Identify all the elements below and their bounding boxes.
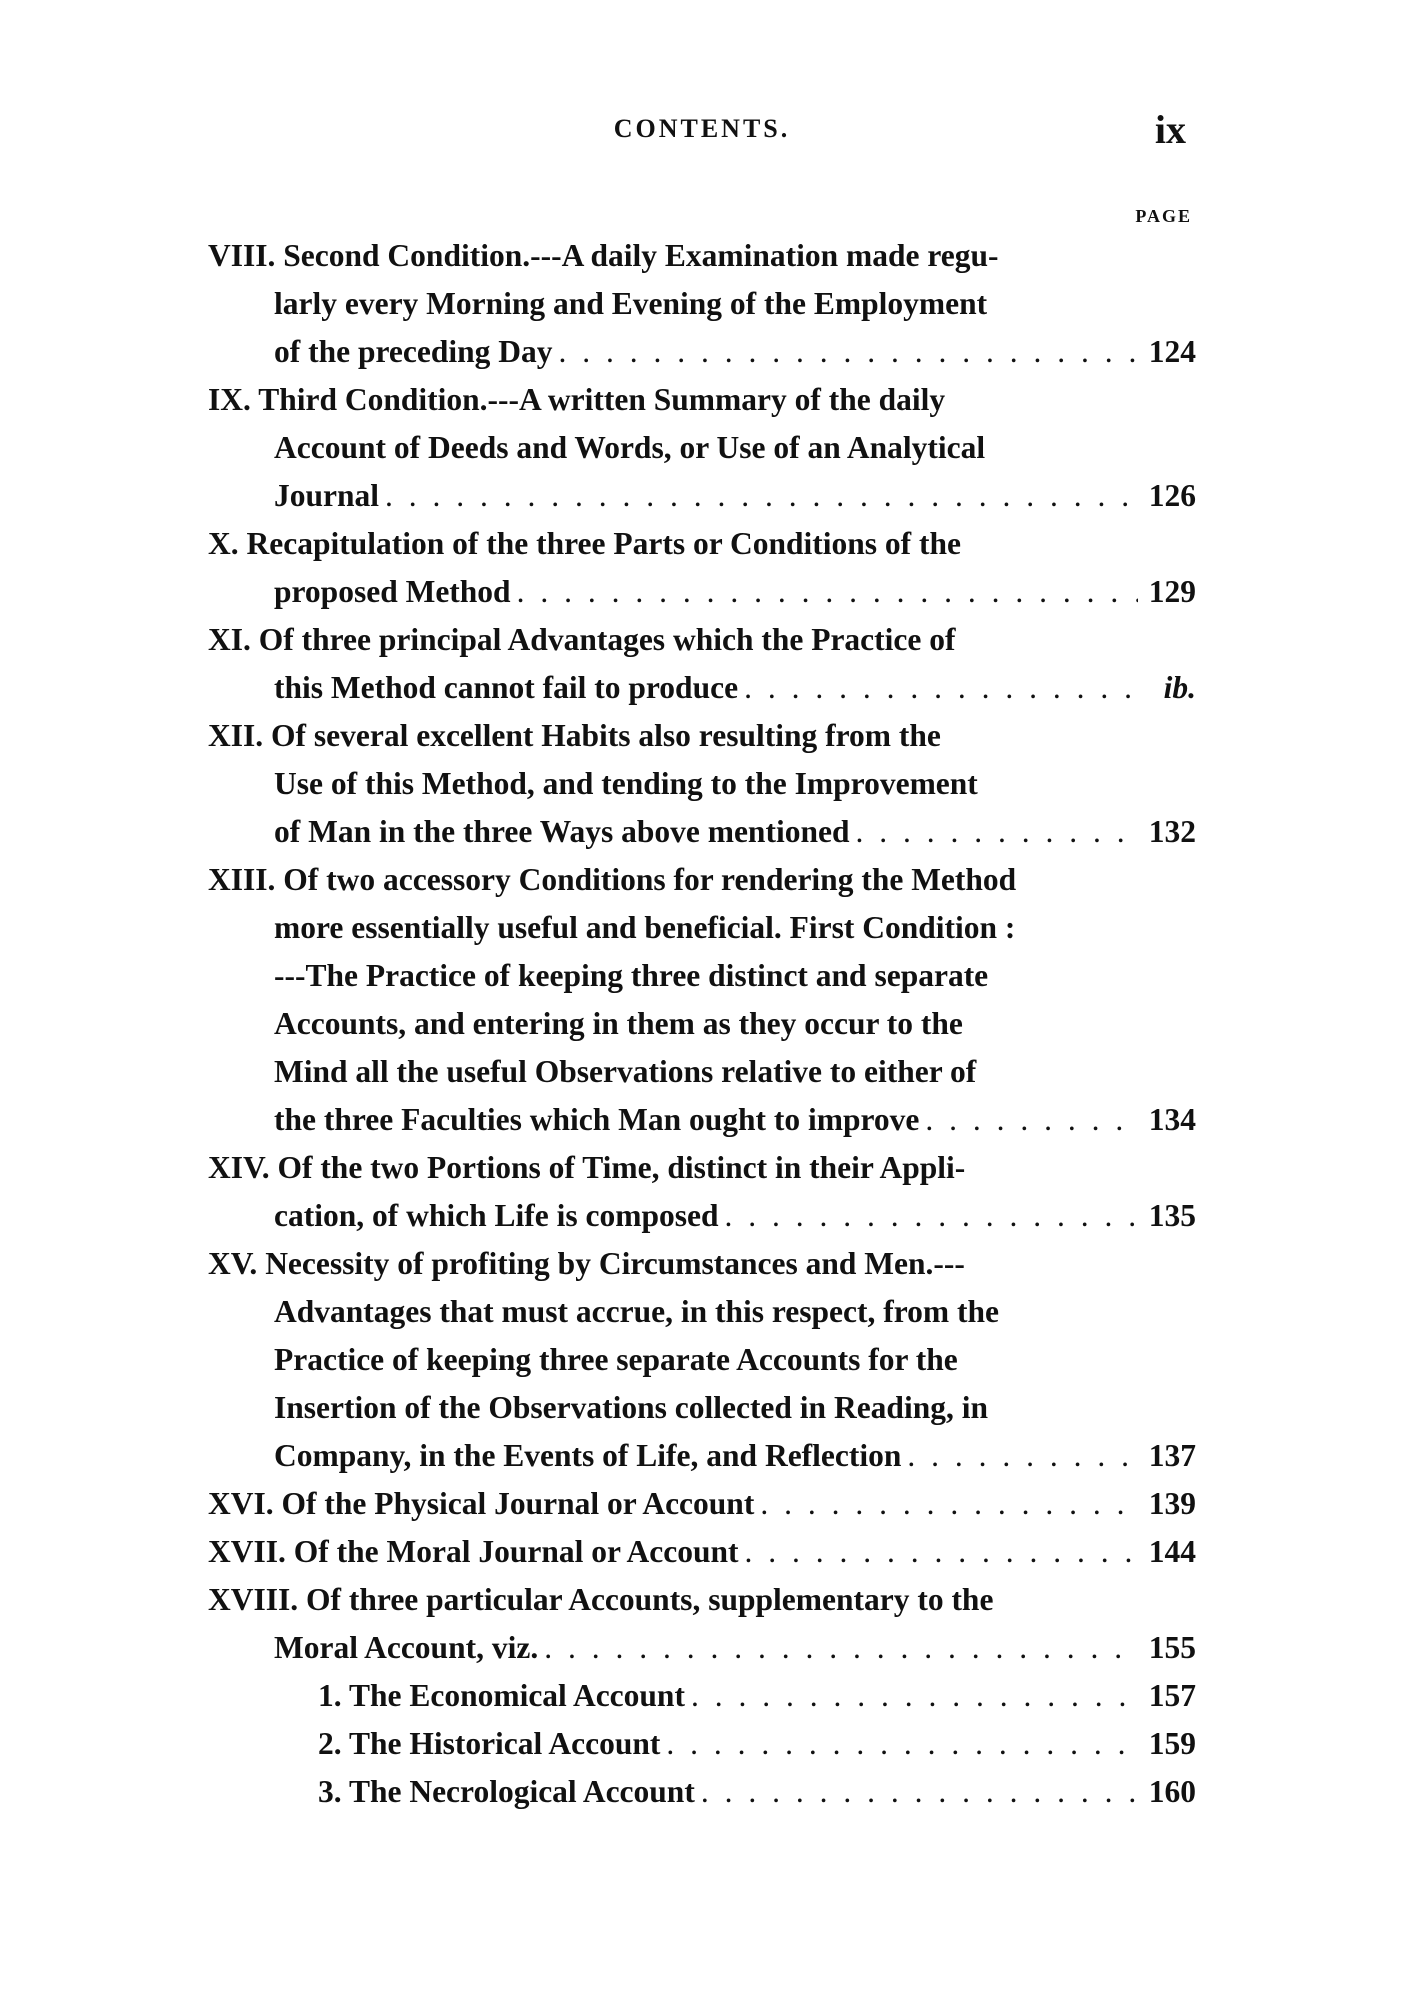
toc-entry-line-text: Of several excellent Habits also resulting from the	[271, 718, 941, 753]
toc-entry-line-text: Necessity of profiting by Circumstances and Men.---	[265, 1246, 965, 1281]
toc-entry-final-line	[208, 1624, 1196, 1672]
toc-entry-title-end: The Necrological Account	[348, 1774, 695, 1809]
toc-entry-final-line	[208, 664, 1196, 712]
toc-entry-number: 3.	[318, 1774, 342, 1809]
dot-leader	[725, 1192, 1139, 1240]
toc-entry-number: IX.	[208, 382, 251, 417]
toc-entry	[208, 712, 1196, 856]
dot-leader	[517, 568, 1138, 616]
toc-entry-text	[318, 1672, 685, 1720]
toc-entry-continuation: Account of Deeds and Words, or Use of an Analytical	[274, 430, 986, 465]
dot-leader	[385, 472, 1138, 520]
toc-entry-text	[274, 664, 738, 712]
toc-entry-text	[318, 1768, 695, 1816]
page-number: ix	[1154, 107, 1186, 152]
toc-entry-text	[274, 1624, 538, 1672]
toc-entry-final-line	[208, 1096, 1196, 1144]
toc-entry-number: XVI.	[208, 1486, 274, 1521]
toc-entry	[208, 1240, 1196, 1480]
toc-entry-first-line	[208, 1240, 1196, 1288]
toc-entry-first-line	[208, 856, 1196, 904]
toc-entry-continuation: Advantages that must accrue, in this respect, from the	[274, 1294, 1000, 1329]
toc-entry-line-text: Of three principal Advantages which the Practice of	[258, 622, 956, 657]
toc-entry-final-line	[208, 1768, 1196, 1816]
toc-entry-number: XV.	[208, 1246, 258, 1281]
toc-entry-text	[274, 472, 379, 520]
toc-entry-title-end: The Historical Account	[348, 1726, 661, 1761]
toc-entry-number: XIII.	[208, 862, 276, 897]
dot-leader	[691, 1672, 1138, 1720]
toc-entry-number: VIII.	[208, 238, 276, 273]
dot-leader	[745, 1528, 1138, 1576]
toc-entry-number: XI.	[208, 622, 251, 657]
toc-page-number: 157	[1148, 1678, 1196, 1713]
toc-entry-final-line	[208, 1480, 1196, 1528]
dot-leader	[544, 1624, 1138, 1672]
toc-page-number: 144	[1148, 1534, 1196, 1569]
toc-entry-final-line	[208, 1720, 1196, 1768]
toc-entry-continuation: ---The Practice of keeping three distinct and separate	[274, 958, 989, 993]
toc-entry-title-end: of the preceding Day	[274, 334, 553, 369]
toc-entry-title-end: of Man in the three Ways above mentioned	[274, 814, 850, 849]
toc-sub-entry	[208, 1768, 1196, 1816]
toc-entry-number: XIV.	[208, 1150, 270, 1185]
toc-entry	[208, 520, 1196, 616]
toc-entry-title-end: Moral Account, viz.	[274, 1630, 539, 1665]
toc-entry	[208, 1144, 1196, 1240]
toc-entry-final-line	[208, 1528, 1196, 1576]
running-head	[0, 106, 1404, 156]
toc-entry	[208, 1528, 1196, 1576]
toc-page-number: 124	[1148, 334, 1196, 369]
toc-entry	[208, 1480, 1196, 1528]
toc-entry-text	[274, 1096, 919, 1144]
toc-entry-title-end: Journal	[274, 478, 380, 513]
toc-entry	[208, 1576, 1196, 1672]
toc-entry-final-line	[208, 808, 1196, 856]
toc-sub-entry	[208, 1672, 1196, 1720]
toc-entry-text	[274, 1192, 719, 1240]
toc-entry	[208, 232, 1196, 376]
dot-leader	[760, 1480, 1138, 1528]
toc-page-number: 134	[1148, 1102, 1196, 1137]
page-column-label: PAGE	[1135, 206, 1192, 226]
toc-entry-text	[274, 328, 553, 376]
toc-entry-text	[318, 1720, 660, 1768]
toc-entry-continuation: more essentially useful and beneficial. First Condition :	[274, 910, 1016, 945]
table-of-contents	[208, 232, 1196, 1816]
toc-entry-line-text: Recapitulation of the three Parts or Conditions of the	[246, 526, 962, 561]
toc-page-number: 132	[1148, 814, 1196, 849]
toc-entry-title-end: proposed Method	[274, 574, 511, 609]
toc-entry-line-text: Of three particular Accounts, supplementary to the	[306, 1582, 994, 1617]
toc-entry-text	[274, 1432, 901, 1480]
toc-entry-number: 2.	[318, 1726, 342, 1761]
toc-entry-number: 1.	[318, 1678, 342, 1713]
toc-page-number: ib.	[1163, 670, 1196, 705]
toc-entry-continuation: Insertion of the Observations collected in Reading, in	[274, 1390, 988, 1425]
toc-entry-final-line	[208, 328, 1196, 376]
dot-leader	[925, 1096, 1138, 1144]
toc-entry-final-line	[208, 568, 1196, 616]
toc-page-number: 155	[1148, 1630, 1196, 1665]
dot-leader	[701, 1768, 1138, 1816]
toc-entry-continuation: Accounts, and entering in them as they occur to the	[274, 1006, 963, 1041]
toc-entry-final-line	[208, 472, 1196, 520]
toc-entry	[208, 616, 1196, 712]
toc-sub-entry	[208, 1720, 1196, 1768]
toc-entry-line-text: Second Condition.---A daily Examination made regu-	[283, 238, 999, 273]
toc-entry	[208, 856, 1196, 1144]
dot-leader	[744, 664, 1138, 712]
toc-entry-continuation: Use of this Method, and tending to the Improvement	[274, 766, 978, 801]
toc-entry-title-end: cation, of which Life is composed	[274, 1198, 719, 1233]
toc-entry-title-end: Of the Physical Journal or Account	[281, 1486, 755, 1521]
toc-entry-first-line	[208, 1576, 1196, 1624]
toc-page-number: 137	[1148, 1438, 1196, 1473]
toc-entry-title-end: Company, in the Events of Life, and Reflection	[274, 1438, 902, 1473]
toc-entry-final-line	[208, 1192, 1196, 1240]
toc-entry-first-line	[208, 1144, 1196, 1192]
toc-page-number: 139	[1148, 1486, 1196, 1521]
toc-entry	[208, 376, 1196, 520]
toc-entry-continuation: Practice of keeping three separate Accounts for the	[274, 1342, 958, 1377]
page-title: CONTENTS.	[613, 114, 791, 143]
toc-entry-final-line	[208, 1672, 1196, 1720]
toc-entry-first-line	[208, 616, 1196, 664]
dot-leader	[907, 1432, 1138, 1480]
toc-entry-continuation: larly every Morning and Evening of the Employment	[274, 286, 988, 321]
toc-entry-number: XVIII.	[208, 1582, 299, 1617]
toc-entry-text	[274, 808, 849, 856]
toc-entry-line-text: Third Condition.---A written Summary of the daily	[258, 382, 946, 417]
toc-entry-line-text: Of two accessory Conditions for rendering the Method	[283, 862, 1017, 897]
toc-entry-title-end: The Economical Account	[348, 1678, 685, 1713]
toc-entry-first-line	[208, 712, 1196, 760]
toc-entry-title-end: the three Faculties which Man ought to improve	[274, 1102, 920, 1137]
toc-page-number: 129	[1148, 574, 1196, 609]
toc-entry-text	[208, 1528, 739, 1576]
toc-entry-first-line	[208, 520, 1196, 568]
toc-entry-number: X.	[208, 526, 239, 561]
toc-entry-line-text: Of the two Portions of Time, distinct in their Appli-	[277, 1150, 966, 1185]
dot-leader	[559, 328, 1138, 376]
toc-entry-first-line	[208, 232, 1196, 280]
toc-entry-number: XII.	[208, 718, 264, 753]
toc-entry-text	[208, 1480, 754, 1528]
toc-page-number: 126	[1148, 478, 1196, 513]
toc-page-number: 159	[1148, 1726, 1196, 1761]
toc-entry-first-line	[208, 376, 1196, 424]
toc-entry-text	[274, 568, 511, 616]
toc-entry-title-end: Of the Moral Journal or Account	[293, 1534, 739, 1569]
toc-entry-title-end: this Method cannot fail to produce	[274, 670, 739, 705]
dot-leader	[855, 808, 1138, 856]
toc-entry-number: XVII.	[208, 1534, 286, 1569]
dot-leader	[666, 1720, 1138, 1768]
toc-page-number: 135	[1148, 1198, 1196, 1233]
toc-entry-final-line	[208, 1432, 1196, 1480]
toc-page-number: 160	[1148, 1774, 1196, 1809]
toc-entry-continuation: Mind all the useful Observations relative to either of	[274, 1054, 977, 1089]
